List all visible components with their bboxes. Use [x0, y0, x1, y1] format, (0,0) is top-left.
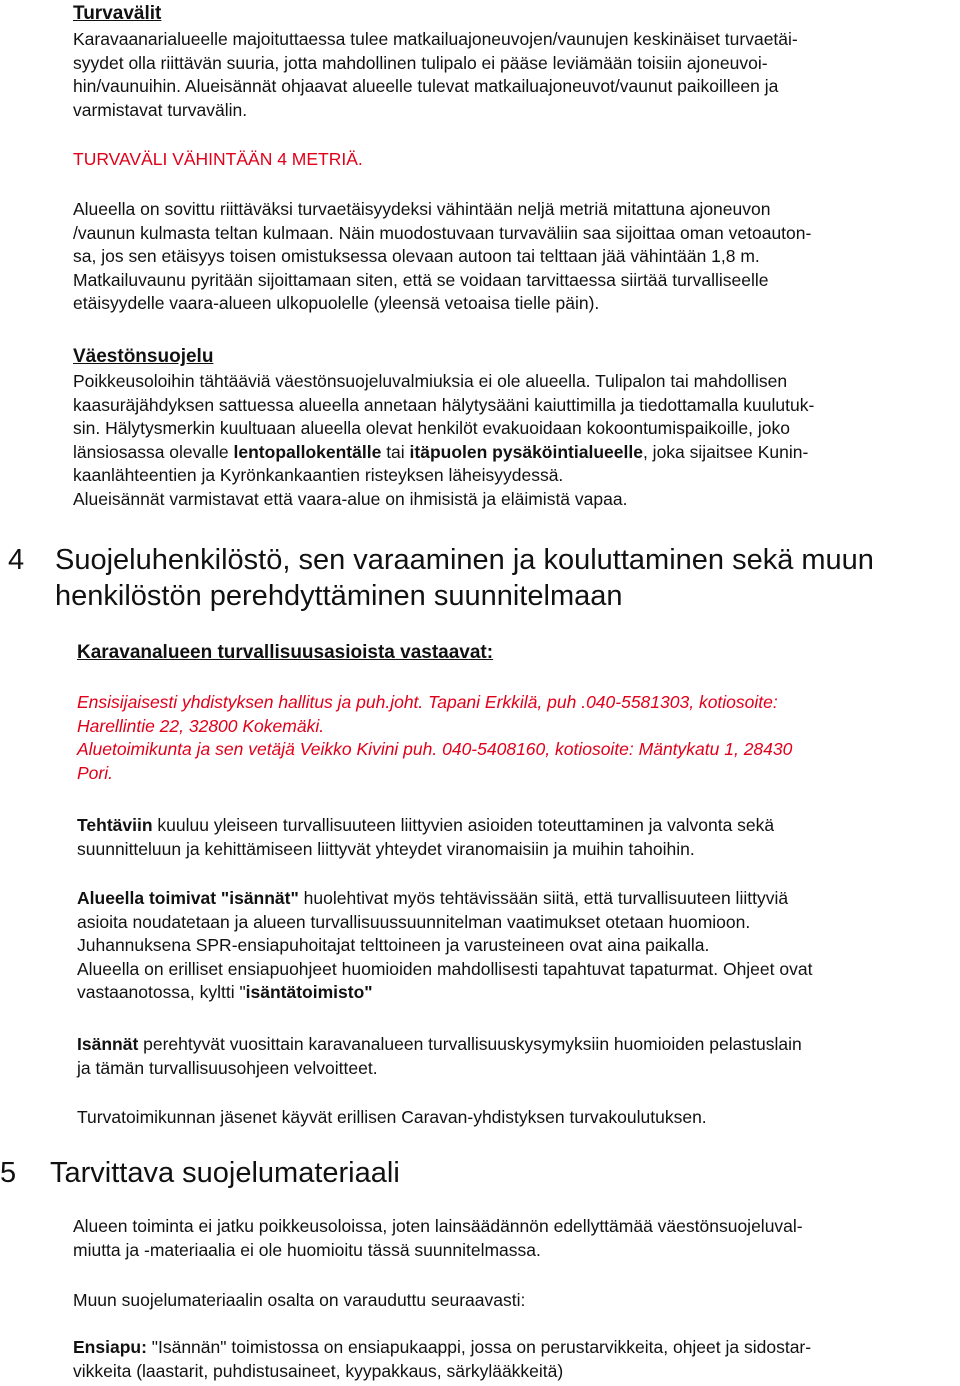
training-bold: Isännät	[77, 1034, 139, 1054]
section-5-para2: Muun suojelumateriaalin osalta on varauduttu seuraavasti:	[73, 1290, 526, 1310]
firstaid-line	[73, 1336, 811, 1360]
section-5-title: Tarvittava suojelumateriaali	[50, 1157, 400, 1189]
plain-text: vastaanotossa, kyltti "	[77, 982, 246, 1003]
responsible-contacts	[77, 691, 792, 785]
hosts-line: asioita noudatetaan ja alueen turvallisuussuunnitelman vaatimukset otetaan huomioon.	[77, 911, 751, 932]
responsible-heading: Karavanalueen turvallisuusasioista vastaavat:	[77, 642, 494, 663]
min-distance-notice: TURVAVÄLI VÄHINTÄÄN 4 METRIÄ.	[73, 149, 363, 169]
committee-line: Turvatoimikunnan jäsenet käyvät erillisen Caravan-yhdistyksen turvakoulutuksen.	[77, 1107, 707, 1127]
tasks-paragraph	[77, 814, 774, 861]
vaestonsuojelu-line: Poikkeusoloihin tähtääviä väestönsuojeluvalmiuksia ei ole alueella. Tulipalon tai mahdollisen	[73, 371, 788, 391]
vaestonsuojelu-line: sin. Hälytysmerkin kuultuaan alueella olevat henkilöt evakuoidaan kokoontumispaikoille, joko	[73, 418, 790, 439]
vaestonsuojelu-body	[73, 370, 814, 512]
training-line	[77, 1033, 802, 1057]
tasks-line: suunnitteluun ja kehittämiseen liittyvät yhteydet viranomaisiin ja muihin tahoihin.	[77, 838, 695, 859]
section-5-number: 5	[0, 1157, 17, 1189]
turvavalit-intro-line: hin/vaunuihin. Alueisännät ohjaavat alueelle tulevat matkailuajoneuvot/vaunut paikoilleen ja	[73, 76, 779, 97]
vaestonsuojelu-heading: Väestönsuojelu	[73, 346, 214, 367]
hosts-line	[77, 887, 812, 911]
tasks-line	[77, 814, 774, 838]
firstaid-paragraph	[73, 1336, 811, 1383]
turvavalit-rules-line: Matkailuvaunu pyritään sijoittamaan siten, että se voidaan tarvittaessa siirtää turvalliseelle	[73, 269, 769, 290]
turvavalit-rules-line: etäisyydelle vaara-alueen ulkopuolelle (yleensä vetoaisa tielle päin).	[73, 293, 600, 314]
plain-text: huolehtivat myös tehtävissään siitä, että turvallisuuteen liittyviä	[298, 888, 789, 908]
section-4-title	[55, 542, 874, 614]
training-line: ja tämän turvallisuusohjeen velvoitteet.	[77, 1057, 378, 1078]
turvavalit-rules	[73, 198, 811, 316]
turvavalit-heading: Turvavälit	[73, 3, 162, 24]
hosts-bold: Alueella toimivat "isännät"	[77, 888, 299, 908]
turvavalit-intro	[73, 28, 798, 122]
turvavalit-rules-line: /vaunun kulmasta teltan kulmaan. Näin muodostuvaan turvaväliin saa sijoittaa oman vetoauton-	[73, 222, 812, 243]
contact-line: Harellintie 22, 32800 Kokemäki.	[77, 715, 325, 736]
section-4-number: 4	[8, 544, 25, 576]
turvavalit-intro-line: varmistavat turvavälin.	[73, 99, 248, 120]
plain-text: perehtyvät vuosittain karavanalueen turvallisuuskysymyksiin huomioiden pelastuslain	[138, 1034, 802, 1054]
hosts-line	[77, 981, 812, 1005]
hosts-line: Juhannuksena SPR-ensiapuhoitajat telttoineen ja varusteineen ovat aina paikalla.	[77, 935, 710, 956]
plain-text: tai	[381, 441, 410, 462]
volleyball-field-location: lentopallokentälle	[233, 441, 382, 462]
turvavalit-intro-line: syydet olla riittävän suuria, jotta mahdollinen tulipalo ei pääse leviämään toisiin ajoneuvoi-	[73, 52, 768, 73]
turvavalit-rules-line: Alueella on sovittu riittäväksi turvaetäisyydeksi vähintään neljä metriä mitattuna ajoneuvon	[73, 199, 771, 219]
hosts-line: Alueella on erilliset ensiapuohjeet huomioiden mahdollisesti tapahtuvat tapaturmat. Ohjeet ovat	[77, 958, 813, 979]
turvavalit-rules-line: sa, jos sen etäisyys toisen omistuksessa olevaan autoon tai telttaan jää vähintään 1,8 m.	[73, 246, 760, 267]
plain-text: länsiosassa olevalle	[73, 441, 234, 462]
plain-text: , joka sijaitsee Kunin-	[642, 441, 809, 462]
training-paragraph	[77, 1033, 802, 1080]
vaestonsuojelu-line: kaasuräjähdyksen sattuessa alueella annetaan hälytysääni kaiuttimilla ja tiedottamalla kuulutuk-	[73, 394, 815, 415]
plain-text: "Isännän" toimistossa on ensiapukaappi, jossa on perustarvikkeita, ohjeet ja sidostar-	[146, 1337, 812, 1357]
contact-line: Aluetoimikunta ja sen vetäjä Veikko Kivini puh. 040-5408160, kotiosoite: Mäntykatu 1, 28430	[77, 739, 793, 760]
section-4-title-line: Suojeluhenkilöstö, sen varaaminen ja kouluttaminen sekä muun	[55, 544, 874, 576]
section-5-para1	[73, 1215, 803, 1262]
section-5-para1-line: miutta ja -materiaalia ei ole huomioitu tässä suunnitelmassa.	[73, 1239, 541, 1260]
section-5-para1-line: Alueen toiminta ei jatku poikkeusoloissa, joten lainsäädännön edellyttämää väestönsuojeluval-	[73, 1216, 803, 1236]
turvavalit-intro-line: Karavaanarialueelle majoituttaessa tulee matkailuajoneuvojen/vaunujen keskinäiset turvaetäi-	[73, 29, 798, 49]
tasks-bold: Tehtäviin	[77, 815, 153, 835]
parking-area-location: itäpuolen pysäköintialueelle	[409, 441, 643, 462]
vaestonsuojelu-line	[73, 441, 814, 465]
vaestonsuojelu-line: kaanlähteentien ja Kyrönkankaantien risteyksen läheisyydessä.	[73, 465, 564, 486]
host-office-sign: isäntätoimisto"	[245, 982, 373, 1003]
hosts-paragraph	[77, 887, 812, 1005]
contact-line: Pori.	[77, 762, 113, 783]
firstaid-line: vikkeita (laastarit, puhdistusaineet, kyypakkaus, särkylääkkeitä)	[73, 1360, 564, 1381]
firstaid-bold: Ensiapu:	[73, 1337, 147, 1357]
vaestonsuojelu-line: Alueisännät varmistavat että vaara-alue on ihmisistä ja eläimistä vapaa.	[73, 488, 628, 509]
contact-line: Ensisijaisesti yhdistyksen hallitus ja puh.joht. Tapani Erkkilä, puh .040-5581303, kotiosoite:	[77, 692, 778, 712]
section-4-title-line: henkilöstön perehdyttäminen suunnitelmaan	[55, 580, 623, 612]
plain-text: kuuluu yleiseen turvallisuuteen liittyvien asioiden toteuttaminen ja valvonta sekä	[152, 815, 775, 835]
